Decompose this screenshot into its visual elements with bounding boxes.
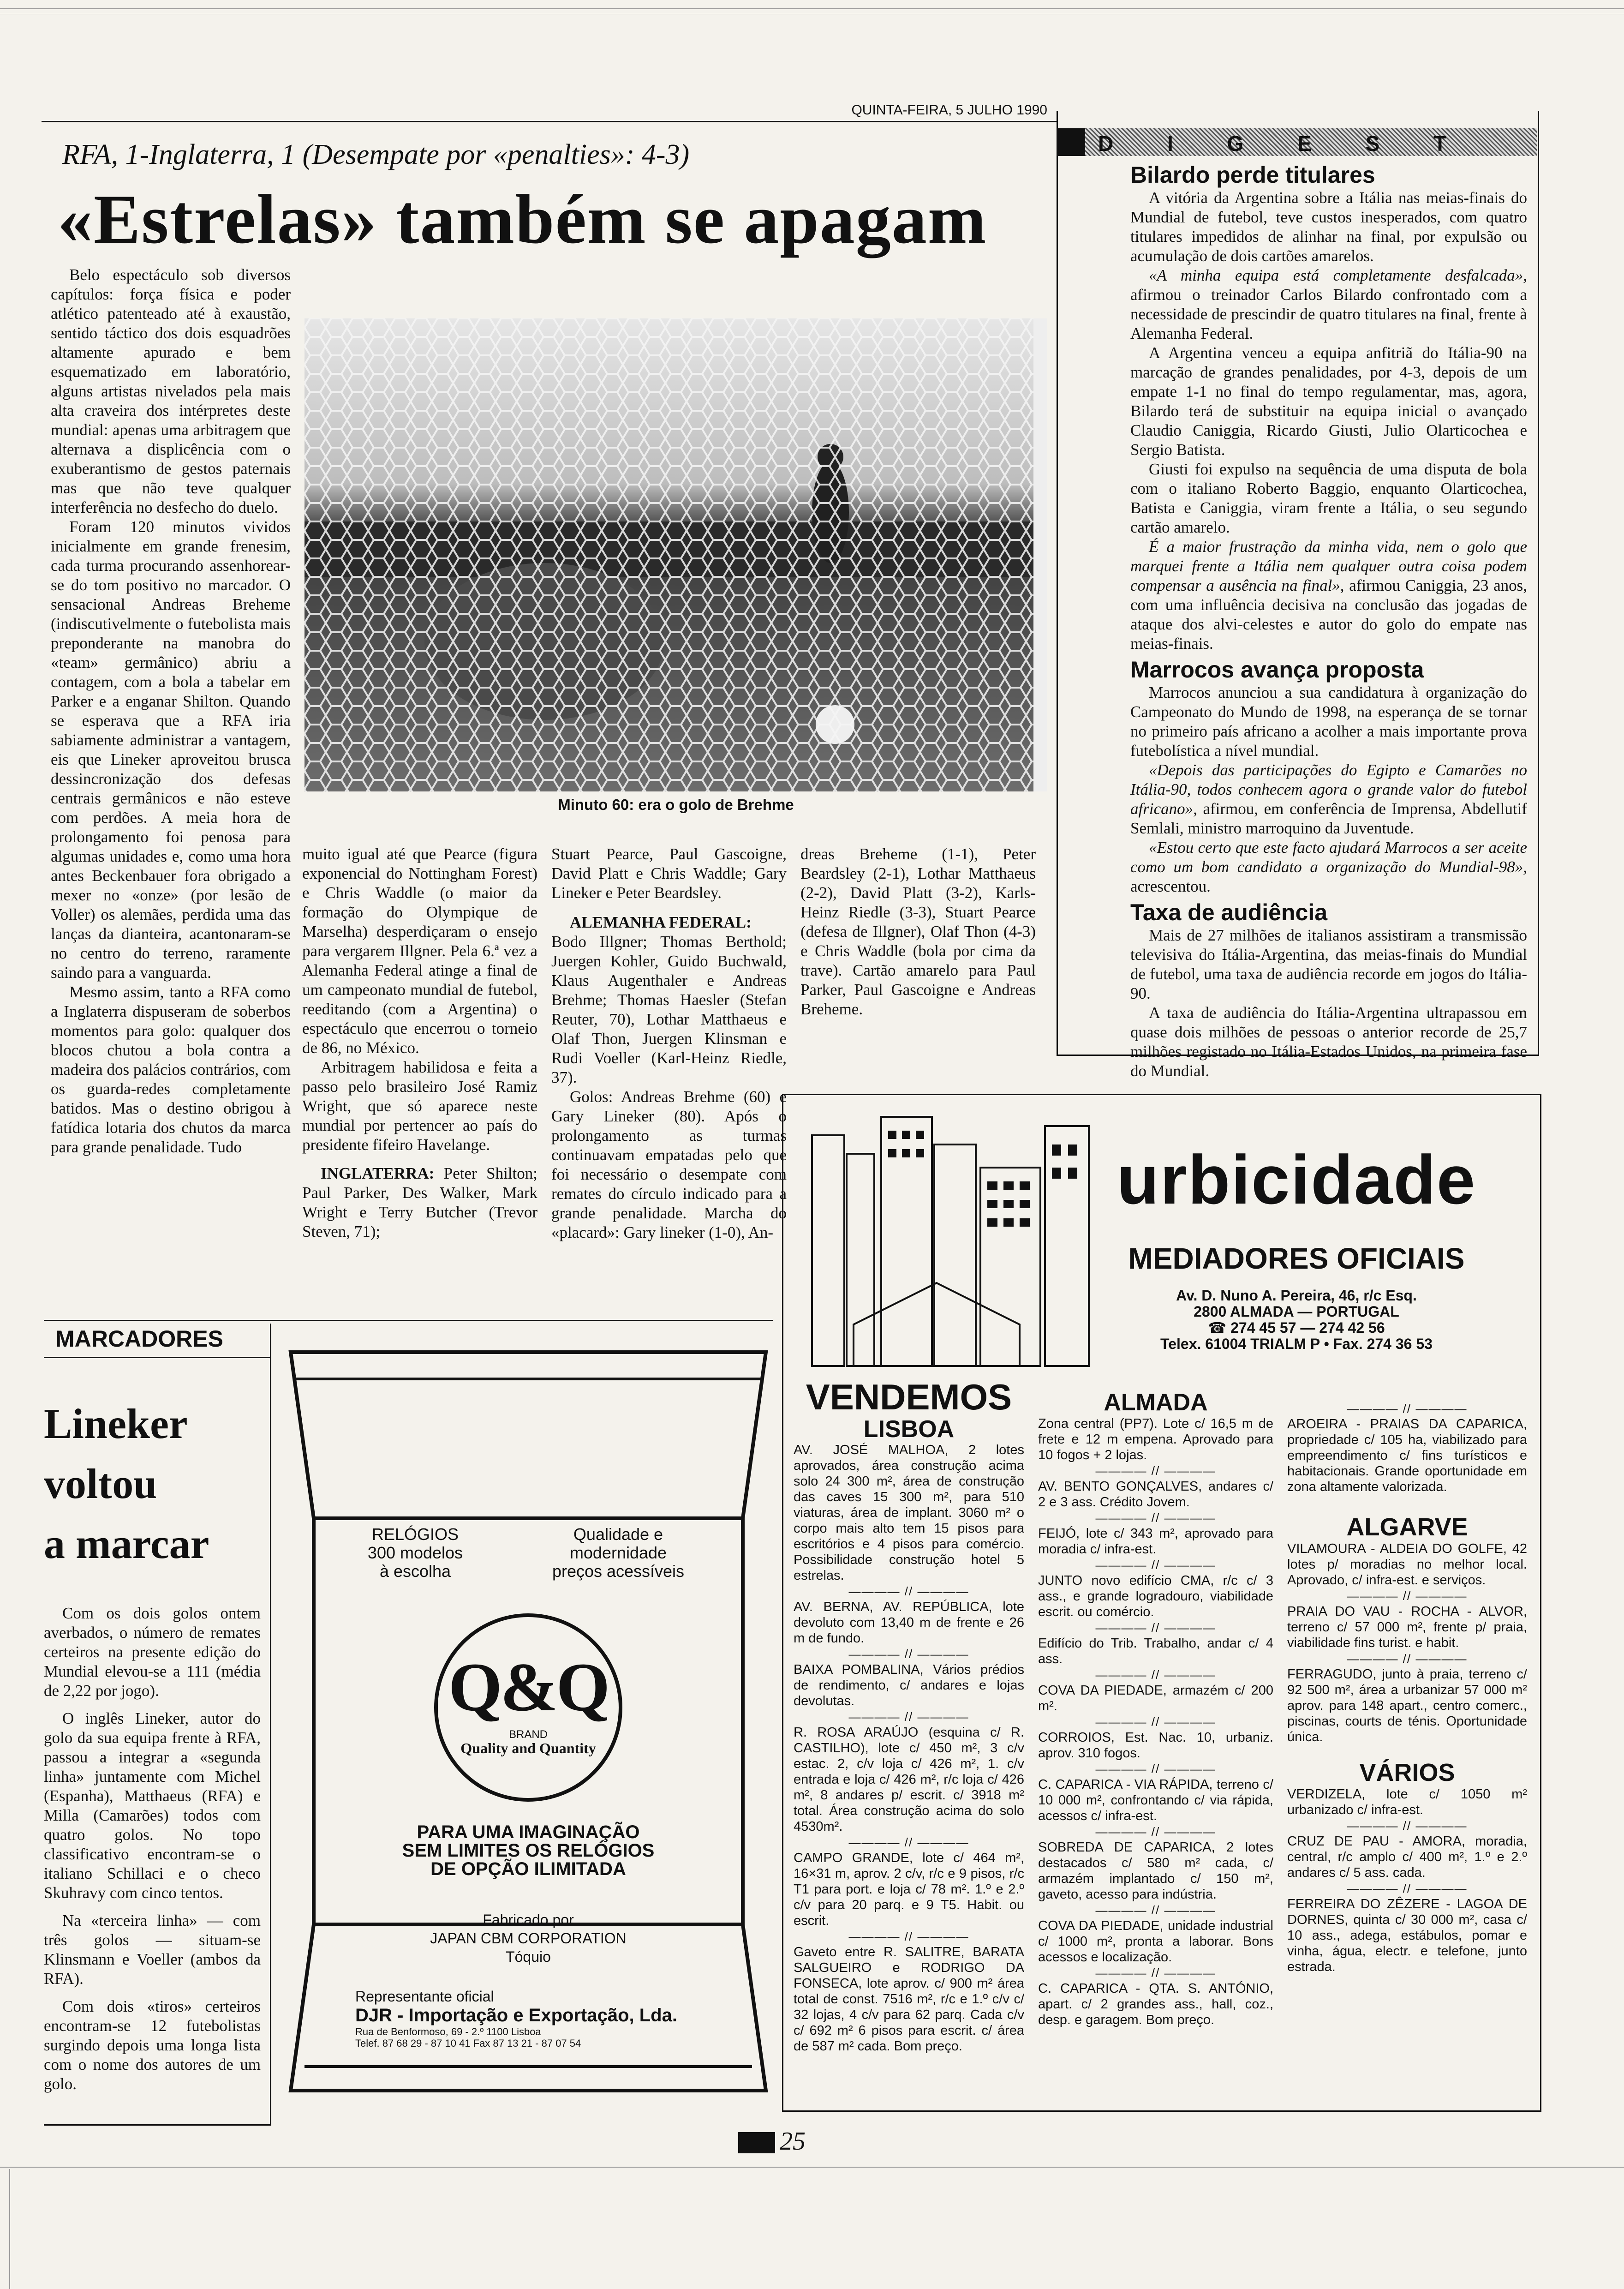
separator: ———— // ————	[1095, 1715, 1216, 1729]
paragraph: Marrocos anunciou a sua candidatura à organização do Campeonato do Mundo de 1998, na esperança de se tornar no primeiro país africano a acolher a mais importante prova futebolística a nível mundial.	[1130, 683, 1527, 760]
listing: FEIJÓ, lote c/ 343 m², aprovado para moradia c/ infra-est.	[1038, 1526, 1273, 1557]
listing: Gaveto entre R. SALITRE, BARATA SALGUEIRO e RODRIGO DA FONSECA, lote aprov. c/ 900 m² área total de const. 7516 m², r/c e 1.º c/v c/ 32 lojas, 4 c/v para 62 parq. Cada c/v c/ 692 m² 6 pisos para escrit. c/ área de 587 m² cada. Bom preço.	[794, 1945, 1024, 2054]
listing: CAMPO GRANDE, lote c/ 464 m², 16×31 m, aprov. 2 c/v, r/c e 9 pisos, r/c T1 para port. e loja c/ 78 m². 1.º e 2.º c/v para 20 parq. e 9 T5. Habit. ou escrit.	[794, 1851, 1024, 1928]
paragraph-text: afirmou, em conferência de Imprensa, Abdellutif Semlali, ministro marroquino da Juventude.	[1130, 800, 1528, 837]
digest-title: Bilardo perde titulares	[1130, 162, 1375, 188]
digest-title: Marrocos avança proposta	[1130, 657, 1424, 683]
almada-listings	[1038, 1416, 1273, 2028]
paragraph	[551, 913, 787, 932]
bottom-rule	[0, 2167, 1624, 2168]
separator: ———— // ————	[1347, 1402, 1468, 1415]
left-margin-line	[9, 2169, 10, 2289]
algarve-listings	[1287, 1541, 1527, 1745]
qq-slogan: PARA UMA IMAGINAÇÃO SEM LIMITES OS RELÓGIOS DE OPÇÃO ILIMITADA	[402, 1822, 655, 1879]
qq-rep-address: Rua de Benformoso, 69 - 2.º 1100 Lisboa	[355, 2026, 541, 2037]
paragraph: O inglês Lineker, autor do golo da sua equipa frente à RFA, passou a integrar a «segunda linha» juntamente com Michel (Espanha), Matthaeus (RFA) e Milla (Camarões) todos com quatro golos. No topo classificativo encontram-se o italiano Schillaci e o checo Skuhravy com cinco tentos.	[44, 1709, 261, 1902]
paragraph: Golos: Andreas Brehme (60) e Gary Lineker (80). Após o prolongamento as turmas continuavam empatadas pelo que foi necessário o desempate com remates do círculo indicado para a grande penalidade. Marcha do «placard»: Gary lineker (1-0), An-	[551, 1088, 787, 1241]
algarve-heading: ALGARVE	[1346, 1513, 1468, 1541]
paragraph: Stuart Pearce, Paul Gascoigne, David Platt e Chris Waddle; Gary Lineker e Peter Beardsley.	[551, 845, 787, 902]
dateline: QUINTA-FEIRA, 5 JULHO 1990	[851, 102, 1047, 118]
paragraph: Com dois «tiros» certeiros encontram-se 12 futebolistas surgindo depois uma longa lista com o nome dos autores de um golo.	[44, 1997, 261, 2093]
qq-brand-small: BRAND	[508, 1728, 548, 1741]
headline-line: a marcar	[44, 1520, 209, 1567]
separator: ———— // ————	[1095, 1464, 1216, 1478]
separator: ———— // ————	[1095, 1903, 1216, 1917]
separator: ———— // ————	[1095, 1511, 1216, 1525]
separator: ———— // ————	[1095, 1668, 1216, 1682]
separator: ———— // ————	[1095, 1966, 1216, 1980]
qq-logo: Q&Q	[448, 1649, 609, 1726]
separator: ———— // ————	[1095, 1621, 1216, 1635]
digest-section-1	[1130, 188, 1527, 653]
urb-listing-lisboa	[794, 1378, 1024, 2054]
paragraph: Arbitragem habilidosa e feita a passo pelo brasileiro José Ramiz Wright, que só aparece neste mundial por pertencer ao país do presidente fifeiro Havelange.	[302, 1058, 537, 1154]
listing: CORROIOS, Est. Nac. 10, urbaniz. aprov. 310 fogos.	[1038, 1730, 1273, 1761]
header-rule	[42, 121, 1057, 122]
separator: ———— // ————	[1347, 1819, 1468, 1833]
article-bottom-rule	[44, 1320, 773, 1321]
separator: ———— // ————	[848, 1929, 969, 1943]
qq-rep-name: DJR - Importação e Exportação, Lda.	[355, 2005, 677, 2025]
paragraph: A vitória da Argentina sobre a Itália nas meias-finais do Mundial de futebol, teve custos inesperados, com quatro titulares impedidos de alinhar na final, por expulsão ou acumulação de dois cartões amarelos.	[1130, 189, 1527, 265]
listing: AV. BENTO GONÇALVES, andares c/ 2 e 3 ass. Crédito Jovem.	[1038, 1479, 1273, 1510]
goal-net-photo	[304, 318, 1047, 791]
listing: AV. BERNA, AV. REPÚBLICA, lote devoluto com 13,40 m de frente e 26 m de fundo.	[794, 1600, 1024, 1646]
article-headline: «Estrelas» também se apagam	[58, 180, 987, 258]
vendemos-heading: VENDEMOS	[806, 1377, 1012, 1417]
paragraph: Belo espectáculo sob diversos capítulos: força física e poder atlético patenteado até à exaustão, sentido táctico dos dois esquadrões altamente apurado e bem esquematizado em laboratório, alguns artistas nivelados pela mais alta craveira dos intérpretes deste mundial: apenas uma arbitragem que alternava a displicência com o exuberantismo de gestos paternais mas que não teve qualquer interferência no desfecho do duelo.	[51, 266, 291, 516]
phone-line: ☎ 274 45 57 — 274 42 56	[1208, 1319, 1385, 1336]
listing: C. CAPARICA - VIA RÁPIDA, terreno c/ 10 000 m², confrontando c/ via rápida, acessos c/ infra-est.	[1038, 1777, 1273, 1823]
qq-right-top: Qualidade e modernidade preços acessíveis	[552, 1525, 685, 1581]
listing: BAIXA POMBALINA, Vários prédios de rendimento, c/ andares e lojas devolutas.	[794, 1662, 1024, 1708]
digest-title: Taxa de audiência	[1130, 899, 1328, 925]
paragraph-text: acrescentou.	[1130, 877, 1211, 895]
digest-label-square	[1057, 128, 1085, 156]
listing: COVA DA PIEDADE, armazém c/ 200 m².	[1038, 1683, 1273, 1714]
urbicidade-address	[1061, 1288, 1532, 1352]
paragraph	[1130, 838, 1527, 896]
separator: ———— // ————	[1095, 1762, 1216, 1776]
qq-brand-tagline: Quality and Quantity	[460, 1740, 596, 1756]
urbicidade-subtitle: MEDIADORES OFICIAIS	[1128, 1242, 1465, 1275]
digest-content	[1130, 162, 1527, 1081]
separator: ———— // ————	[1347, 1882, 1468, 1895]
qq-left-top: RELÓGIOS 300 modelos à escolha	[367, 1525, 463, 1581]
listing: JUNTO novo edifício CMA, r/c c/ 3 ass., e grande logradouro, viabilidade escrit. ou comércio.	[1038, 1573, 1273, 1619]
listing: PRAIA DO VAU - ROCHA - ALVOR, terreno c/ 57 000 m², frente p/ praia, viabilidade fins turist. e habit.	[1287, 1604, 1527, 1650]
paragraph: dreas Breheme (1-1), Peter Beardsley (2-1), Lothar Matthaeus (2-2), David Platt (3-2), Karls-Heinz Riedle (3-3), Stuart Pearce (defesa de Illgner), Olaf Thon (4-3) e Chris Waddle (bola por cima da trave). Cartão amarelo para Paul Parker, Paul Gascoigne e Andreas Breheme.	[800, 845, 1036, 1018]
article-col4	[800, 845, 1036, 1019]
paragraph-text: afirmou o treinador Carlos Bilardo confrontado com a necessidade de prescindir de quatro titulares na final, frente à Alemanha Federal.	[1130, 286, 1527, 342]
team-label: INGLATERRA:	[321, 1164, 435, 1182]
top-rule	[0, 8, 1624, 9]
paragraph	[302, 1164, 537, 1241]
paragraph: Foram 120 minutos vividos inicialmente em grande frenesim, cada turma procurando assenhorear-se do tom positivo no marcador. O sensacional Andreas Breheme (indiscutivelmente o futebolista mais preponderante na manobra do «team» germânico) abriu a contagem, com a bola a tabelar em Parker e a enganar Shilton. Quando se esperava que a RFA iria sabiamente administrar a vantagem, eis que Lineker aproveitou brusca dessincronização dos defesas centrais germânicos e não esteve com perdões. A meia hora de prolongamento foi penosa para algumas unidades e, como uma hora antes Beckenbauer fora obrigado a mexer no «onze» (por lesão de Voller) os alemães, perdida uma das lanças da dianteira, acantonaram-se no centro do terreno, raramente saindo para a vanguarda.	[51, 518, 291, 982]
paragraph	[1130, 761, 1527, 838]
listing: FERRAGUDO, junto à praia, terreno c/ 92 500 m², área a urbanizar 57 000 m² aprov. para 148 apart., centro comerc., piscinas, courts de ténis. Oportunidade única.	[1287, 1667, 1527, 1744]
goal-photo	[304, 318, 1047, 791]
urbicidade-logo: urbicidade	[1116, 1141, 1476, 1218]
paragraph: Giusti foi expulso na sequência de uma disputa de bola com o italiano Roberto Baggio, enquanto Olarticochea, Batista e Caniggia, viram frente a Itália, o seu segundo cartão amarelo.	[1130, 460, 1527, 536]
lisboa-listings	[794, 1442, 1024, 2054]
listing: C. CAPARICA - QTA. S. ANTÓNIO, apart. c/ 2 grandes ass., hall, coz., desp. e garagem. Bom preço.	[1038, 1981, 1273, 2027]
address-line: Av. D. Nuno A. Pereira, 46, r/c Esq.	[1176, 1287, 1417, 1304]
urb-listing-right	[1287, 1401, 1527, 1975]
team-label: ALEMANHA FEDERAL:	[570, 913, 752, 931]
listing: AV. JOSÉ MALHOA, 2 lotes aprovados, área construção acima solo 24 300 m², área de construção das caves 15 300 m², para 510 viaturas, área de implant. 3060 m² o corpo mais alto tem 15 pisos para escritórios e 4 pisos para comércio. Possibilidade construção hotel 5 estrelas.	[794, 1443, 1024, 1583]
listing: CRUZ DE PAU - AMORA, moradia, central, r/c amplo c/ 400 m², 1.º e 2.º andares c/ 5 ass. cada.	[1287, 1834, 1527, 1880]
separator: ———— // ————	[848, 1835, 969, 1849]
listing: COVA DA PIEDADE, unidade industrial c/ 1000 m², pronta a laborar. Bons acessos e localização.	[1038, 1918, 1273, 1965]
separator: ———— // ————	[848, 1710, 969, 1724]
qq-rep-phone: Telef. 87 68 29 - 87 10 41 Fax 87 13 21 - 87 07 54	[355, 2037, 581, 2049]
lisboa-heading: LISBOA	[863, 1416, 955, 1443]
quote: É a maior frustração da minha vida, nem o golo que marquei frente a Itália nem qualquer outra coisa podem compensar a ausência na final»,	[1130, 538, 1527, 594]
listing: VERDIZELA, lote c/ 1050 m² urbanizado c/ infra-est.	[1287, 1787, 1527, 1817]
paragraph: Mais de 27 milhões de italianos assistiram a transmissão televisiva do Itália-Argentina, das meias-finais do Mundial de futebol, uma taxa de audiência recorde em jogos do Itália-90.	[1130, 926, 1527, 1002]
headline-line: voltou	[44, 1460, 157, 1507]
telex-line: Telex. 61004 TRIALM P • Fax. 274 36 53	[1160, 1336, 1433, 1352]
page-number: 25	[780, 2127, 806, 2156]
listing: AROEIRA - PRAIAS DA CAPARICA, propriedade c/ 105 ha, viabilizado para empreendimento c/ fins turísticos e habitacionais. Grande oportunidade em zona altamente valorizada.	[1287, 1417, 1527, 1494]
separator: ———— // ————	[1095, 1558, 1216, 1572]
almada-heading: ALMADA	[1104, 1389, 1208, 1416]
headline-line: Lineker	[44, 1400, 188, 1447]
listing: Edifício do Trib. Trabalho, andar c/ 4 ass.	[1038, 1636, 1273, 1666]
separator: ———— // ————	[1095, 1825, 1216, 1839]
varios-heading: VÁRIOS	[1359, 1759, 1455, 1786]
paragraph	[1130, 266, 1527, 343]
paragraph	[1130, 537, 1527, 653]
digest-section-2	[1130, 683, 1527, 896]
listing: VILAMOURA - ALDEIA DO GOLFE, 42 lotes p/ moradias no melhor local. Aprovado, c/ infra-est. e serviços.	[1287, 1541, 1527, 1588]
listing: R. ROSA ARAÚJO (esquina c/ R. CASTILHO), lote c/ 450 m², 3 c/v estac. 2, c/v loja c/ 426 m², 1. c/v entrada e loja c/ 426 m², r/c loja c/ 426 m², 8 andares p/ escrit. c/ 3918 m² total. Área construção acima do solo 4530m².	[794, 1725, 1024, 1834]
paragraph-text: afirmou Caniggia, 23 anos, com uma influência decisiva na conclusão das jogadas de ataque dos alvi-celestes e autor do golo do empate nas meias-finais.	[1130, 576, 1527, 653]
paragraph: A taxa de audiência do Itália-Argentina ultrapassou em quase dois milhões de pessoas o anterior recorde de 25,7 milhões registado no Itália-Estados Unidos, na primeira fase do Mundial.	[1130, 1004, 1527, 1080]
paragraph: muito igual até que Pearce (figura exponencial do Nottingham Forest) e Chris Waddle (o maior da formação do Olympique de Marselha) desperdiçaram o ensejo para vergarem Illgner. Pela 6.ª vez a Alemanha Federal atinge a final de um campeonato mundial de futebol, reeditando (com a Argentina) o espectáculo que encerrou o torneio de 86, no México.	[302, 845, 537, 1057]
paragraph: Bodo Illgner; Thomas Berthold; Juergen Kohler, Guido Buchwald, Klaus Augenthaler e Andreas Brehme; Thomas Haesler (Stefan Reuter, 70), Lothar Matthaeus e Olaf Thon, Juergen Klinsman e Rudi Voeller (Karl-Heinz Riedle, 37).	[551, 933, 787, 1086]
varios-listings	[1287, 1786, 1527, 1975]
article-kicker: RFA, 1-Inglaterra, 1 (Desempate por «penalties»: 4-3)	[62, 139, 690, 170]
article-col3	[551, 845, 787, 1242]
listing: SOBREDA DE CAPARICA, 2 lotes destacados c/ 580 m² cada, c/ armazém implantado c/ 150 m², gaveto, acesso para indústria.	[1038, 1840, 1273, 1902]
quote: «Depois das participações do Egipto e Camarões no Itália-90, todos conhecem agora o grande valor do futebol africano»,	[1130, 761, 1527, 818]
paragraph: A Argentina venceu a equipa anfitriã do Itália-90 na marcação de grandes penalidades, por 4-3, depois de um empate 1-1 no final do tempo regulamentar, mas, agora, Bilardo terá de substituir na equipa inicial o avançado Claudio Caniggia, Ricardo Giusti, Julio Olarticochea e Sergio Batista.	[1130, 344, 1527, 459]
article-col2	[302, 845, 537, 1241]
qq-ad	[277, 1334, 780, 2104]
quote: «A minha equipa está completamente desfalcada»,	[1149, 266, 1527, 284]
listing: FERREIRA DO ZÊZERE - LAGOA DE DORNES, quinta c/ 30 000 m², casa c/ 10 ass., adega, estábulos, pomar e vinha, água, electr. e telefone, junto estrada.	[1287, 1897, 1527, 1974]
digest-section-3	[1130, 926, 1527, 1081]
paragraph: Com os dois golos ontem averbados, o número de remates certeiros na presente edição do Mundial elevou-se a 111 (média de 2,22 por jogo).	[44, 1604, 261, 1700]
separator: ———— // ————	[848, 1584, 969, 1598]
paragraph: Na «terceira linha» — com três golos — situam-se Klinsmann e Voeller (ambos da RFA).	[44, 1911, 261, 1988]
separator: ———— // ————	[1347, 1652, 1468, 1666]
separator: ———— // ————	[848, 1647, 969, 1661]
team-lineup: Peter Shilton; Paul Parker, Des Walker, Mark Wright e Terry Butcher (Trevor Steven, 71);	[302, 1164, 538, 1240]
urb-listing-almada	[1038, 1389, 1273, 2028]
marcadores-rule	[44, 1357, 270, 1358]
marcadores-label: MARCADORES	[55, 1326, 223, 1352]
listing: Zona central (PP7). Lote c/ 16,5 m de frete e 12 m empena. Aprovado para 10 fogos + 2 lojas.	[1038, 1416, 1273, 1462]
quote: «Estou certo que este facto ajudará Marrocos a ser aceite como um bom candidato a organização do Mundial-98»,	[1130, 839, 1527, 876]
photo-caption: Minuto 60: era o golo de Brehme	[558, 796, 794, 813]
digest-label: D I G E S T	[1098, 132, 1471, 156]
qq-rep-label: Representante oficial	[355, 1988, 494, 2005]
marcadores-text	[44, 1604, 261, 2094]
address-line: 2800 ALMADA — PORTUGAL	[1194, 1303, 1399, 1320]
separator: ———— // ————	[1347, 1589, 1468, 1603]
paragraph: Mesmo assim, tanto a RFA como a Inglaterra dispuseram de soberbos momentos para golo: qualquer dos blocos chutou a bola contra a madeira dos palácios contrários, com os guarda-redes completamente batidos. Mas o destino obrigou à fatídica lotaria dos chutos da marca para grande penalidade. Tudo	[51, 983, 291, 1156]
marcadores-headline	[44, 1394, 265, 1574]
aroeira-listing	[1287, 1401, 1527, 1495]
newspaper-logo-mark	[738, 2132, 775, 2153]
article-col1	[51, 265, 291, 1157]
qq-made-by: Fabricado por JAPAN CBM CORPORATION Tóquio	[430, 1911, 627, 1965]
